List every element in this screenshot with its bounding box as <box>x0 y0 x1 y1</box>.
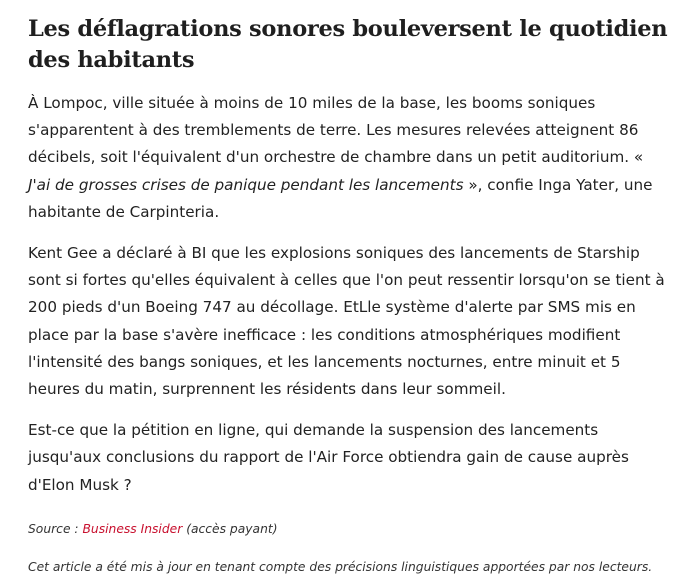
paragraph-lompoc <box>28 90 668 226</box>
paragraph-lompoc-text: À Lompoc, ville située à moins de 10 miles de la base, les booms soniques s'apparentent à des tremblements de terre. Les mesures relevées atteignent 86 décibels, soit l'équivalent d'un orchestre de chambre dans un petit auditorium. « <box>28 94 644 167</box>
paragraph-kent-gee: Kent Gee a déclaré à BI que les explosions soniques des lancements de Starship sont si fortes qu'elles équivalent à celles que l'on peut ressentir lorsqu'on se tient à 200 pieds d'un Boeing 747 au décollage. EtLle système d'alerte par SMS mis en place par la base s'avère inefficace : les conditions atmosphériques modifient l'intensité des bangs soniques, et les lancements nocturnes, entre minuit et 5 heures du matin, surprennent les résidents dans leur sommeil. <box>28 244 665 399</box>
source-link-business-insider[interactable]: Business Insider <box>82 521 183 536</box>
source-line <box>28 520 668 538</box>
source-suffix: (accès payant) <box>182 521 278 536</box>
paragraph-petition: Est-ce que la pétition en ligne, qui demande la suspension des lancements jusqu'aux conclusions du rapport de l'Air Force obtiendra gain de cause auprès d'Elon Musk ? <box>28 421 629 494</box>
resident-quote: J'ai de grosses crises de panique pendant les lancements <box>28 175 464 194</box>
article-body <box>28 14 668 576</box>
section-headline: Les déflagrations sonores bouleversent le quotidien des habitants <box>28 16 668 73</box>
source-prefix: Source : <box>28 521 83 536</box>
paragraph-lompoc-attribution: », confie Inga Yater, une habitante de Carpinteria. <box>28 175 653 221</box>
update-note: Cet article a été mis à jour en tenant compte des précisions linguistiques apportées par nos lecteurs. <box>28 559 653 574</box>
